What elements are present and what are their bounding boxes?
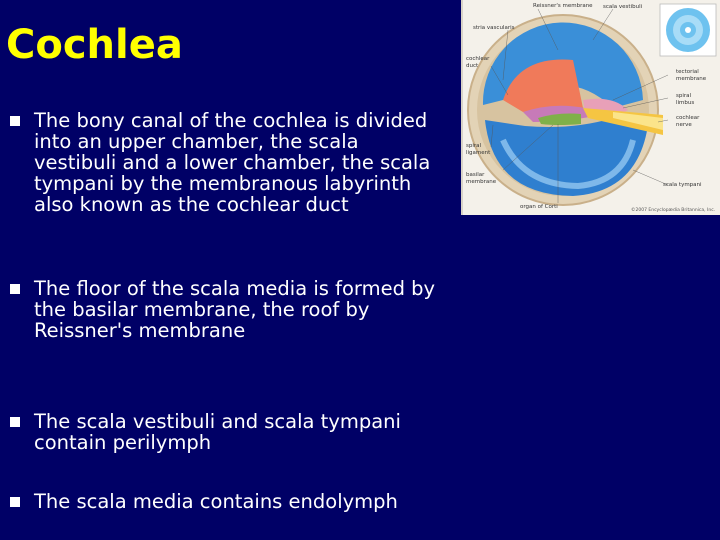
square-bullet-icon [10,417,20,427]
label-scala-vestibuli: scala vestibuli [603,4,643,10]
label-basilar-membrane-2: membrane [466,179,497,185]
label-reissners-membrane: Reissner's membrane [533,3,593,9]
cochlea-cross-section-figure [461,0,720,215]
square-bullet-icon [10,497,20,507]
label-cochlear-duct: cochlear [466,56,490,62]
label-cochlear-nerve-2: nerve [676,122,692,128]
label-basilar-membrane: basilar [466,172,485,178]
bullet-text: The bony canal of the cochlea is divided into an upper chamber, the scala vestibuli and a lower chamber, the scala tympani by the membranous labyrinth also known as the cochlear duct [34,109,431,216]
label-spiral-ligament: spiral [466,143,482,149]
label-stria-vascularis: stria vascularis [473,25,515,31]
inset-spiral-center [685,27,691,33]
bullet-text: The scala media contains endolymph [34,490,398,513]
label-tectorial-membrane-2: membrane [676,76,707,82]
label-scala-tympani: scala tympani [663,182,702,188]
label-spiral-ligament-2: ligament [466,150,491,156]
label-tectorial-membrane: tectorial [676,69,699,75]
label-cochlear-duct-2: duct [466,63,479,69]
slide-title: Cochlea [6,22,183,68]
copyright-notice: ©2007 Encyclopædia Britannica, Inc. [631,208,716,213]
square-bullet-icon [10,116,20,126]
bullet-text: The scala vestibuli and scala tympani contain perilymph [34,410,401,454]
cochlea-diagram [463,0,720,215]
square-bullet-icon [10,284,20,294]
label-spiral-limbus: spiral [676,93,692,99]
label-organ-of-corti: organ of Corti [520,204,558,210]
bullet-text: The floor of the scala media is formed by the basilar membrane, the roof by Reissner's membrane [34,277,436,342]
label-cochlear-nerve: cochlear [676,115,700,121]
label-spiral-limbus-2: limbus [676,100,695,106]
